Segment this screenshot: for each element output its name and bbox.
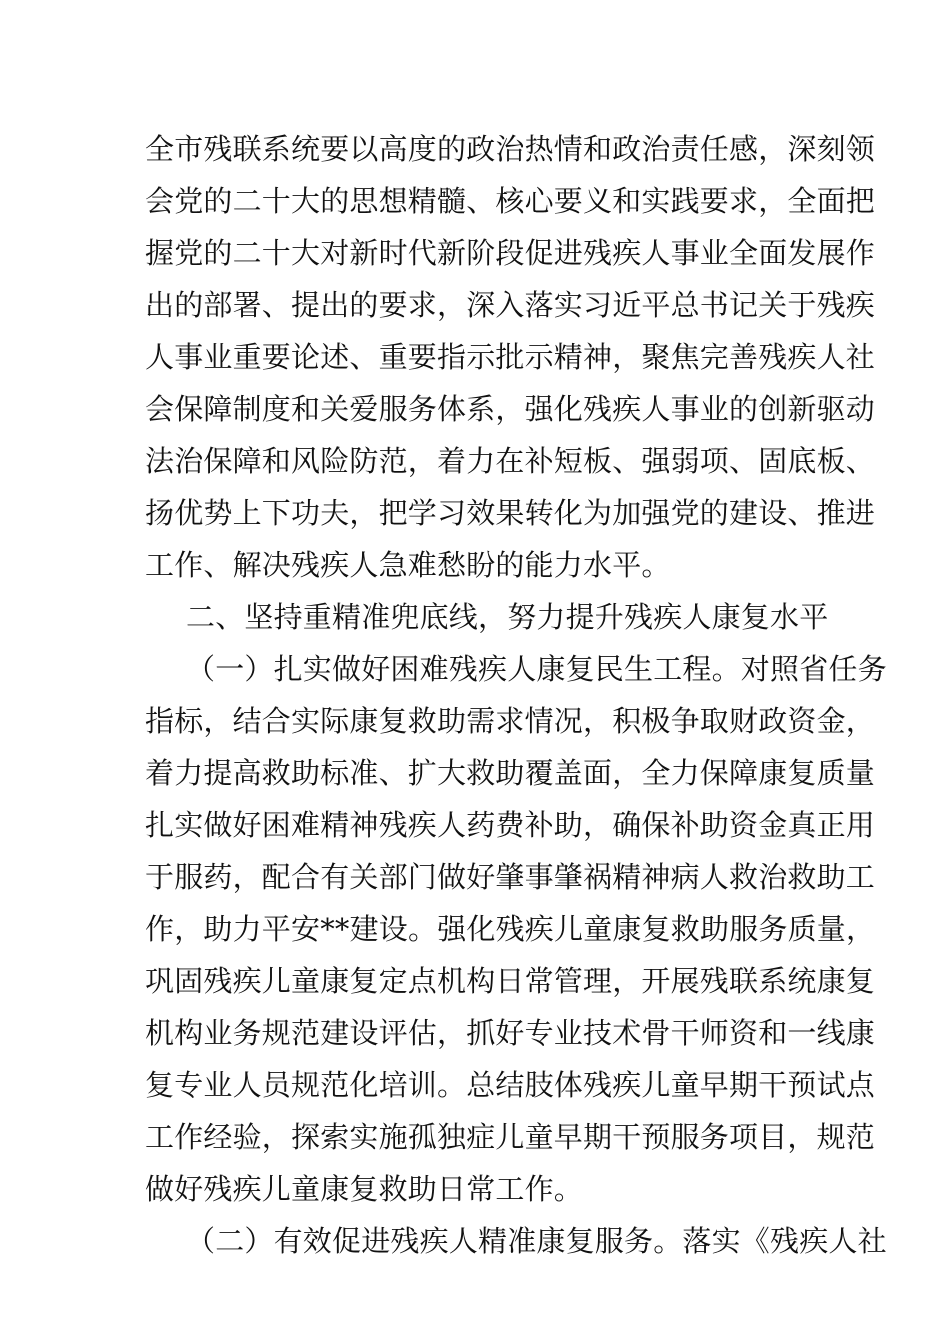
text-line: 会党的二十大的思想精髓、核心要义和实践要求，全面把 xyxy=(145,184,876,218)
text-line: 会保障制度和关爱服务体系，强化残疾人事业的创新驱动 xyxy=(145,392,876,426)
text-line: 于服药，配合有关部门做好肇事肇祸精神病人救治救助工 xyxy=(145,860,876,894)
text-line: 工作经验，探索实施孤独症儿童早期干预服务项目，规范 xyxy=(145,1120,876,1154)
text-line: 机构业务规范建设评估，抓好专业技术骨干师资和一线康 xyxy=(145,1016,876,1050)
paragraph-heading: （一）扎实做好困难残疾人康复民生工程。对照省任务 xyxy=(186,652,887,686)
paragraph-heading: （二）有效促进残疾人精准康复服务。落实《残疾人社 xyxy=(186,1224,887,1258)
text-line: 扎实做好困难精神残疾人药费补助，确保补助资金真正用 xyxy=(145,808,876,842)
text-line: 扬优势上下功夫，把学习效果转化为加强党的建设、推进 xyxy=(145,496,876,530)
text-line: 巩固残疾儿童康复定点机构日常管理，开展残联系统康复 xyxy=(145,964,876,998)
section-heading: 二、坚持重精准兜底线，努力提升残疾人康复水平 xyxy=(186,600,829,634)
text-line: 作，助力平安**建设。强化残疾儿童康复救助服务质量， xyxy=(145,912,876,946)
text-line: 着力提高救助标准、扩大救助覆盖面，全力保障康复质量 xyxy=(145,756,876,790)
text-line: 全市残联系统要以高度的政治热情和政治责任感，深刻领 xyxy=(145,132,876,166)
text-line: 人事业重要论述、重要指示批示精神，聚焦完善残疾人社 xyxy=(145,340,876,374)
text-line: 复专业人员规范化培训。总结肢体残疾儿童早期干预试点 xyxy=(145,1068,876,1102)
text-line: 做好残疾儿童康复救助日常工作。 xyxy=(145,1172,584,1206)
text-line: 工作、解决残疾人急难愁盼的能力水平。 xyxy=(145,548,671,582)
text-line: 握党的二十大对新时代新阶段促进残疾人事业全面发展作 xyxy=(145,236,876,270)
text-line: 法治保障和风险防范，着力在补短板、强弱项、固底板、 xyxy=(145,444,876,478)
text-line: 指标，结合实际康复救助需求情况，积极争取财政资金， xyxy=(145,704,876,738)
text-line: 出的部署、提出的要求，深入落实习近平总书记关于残疾 xyxy=(145,288,876,322)
